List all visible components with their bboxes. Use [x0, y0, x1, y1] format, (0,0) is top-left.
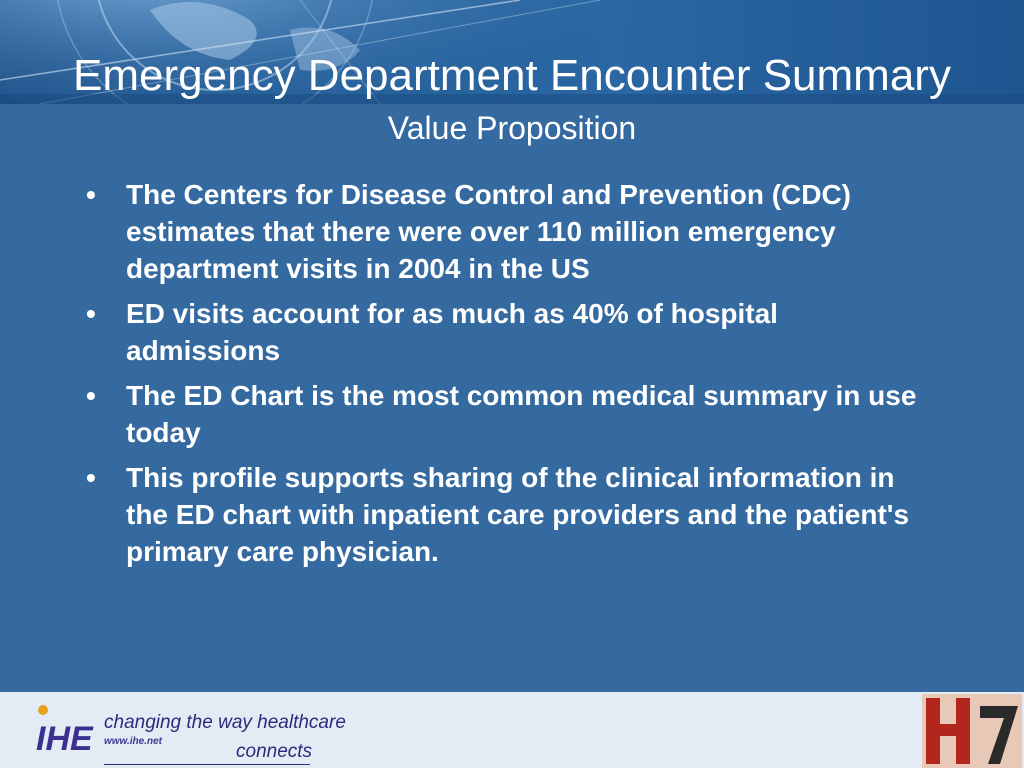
bullet-text: ED visits account for as much as 40% of hospital admissions	[126, 298, 778, 366]
ihe-connects-text: connects	[236, 741, 313, 762]
ihe-logo	[34, 700, 104, 756]
slide-subtitle: Value Proposition	[387, 110, 637, 146]
ihe-url-link[interactable]: www.ihe.net	[104, 736, 162, 747]
bullet-marker: •	[86, 298, 96, 329]
bullet-marker: •	[86, 462, 96, 493]
bullet-item	[86, 176, 936, 287]
ihe-logo-text: IHE	[36, 720, 93, 756]
bullet-item	[86, 459, 936, 570]
footer-divider	[104, 764, 310, 765]
ihe-tagline: changing the way healthcare	[104, 712, 346, 733]
bullet-text: This profile supports sharing of the clinical information in the ED chart with inpatient care providers and the patient's primary care physician.	[126, 462, 910, 567]
slide-title: Emergency Department Encounter Summary	[73, 51, 951, 100]
bullet-marker: •	[86, 380, 96, 411]
bullet-item	[86, 377, 936, 451]
footer-bar	[0, 692, 1024, 768]
bullet-text: The Centers for Disease Control and Prevention (CDC) estimates that there were over 110 million emergency department visits in 2004 in the US	[126, 179, 852, 284]
bullet-text: The ED Chart is the most common medical summary in use today	[126, 380, 917, 448]
bullet-item	[86, 295, 936, 369]
hl7-logo	[922, 694, 1022, 768]
bullet-marker: •	[86, 179, 96, 210]
bullet-list	[86, 176, 936, 578]
hl7-logo-text: HL7	[972, 763, 976, 765]
